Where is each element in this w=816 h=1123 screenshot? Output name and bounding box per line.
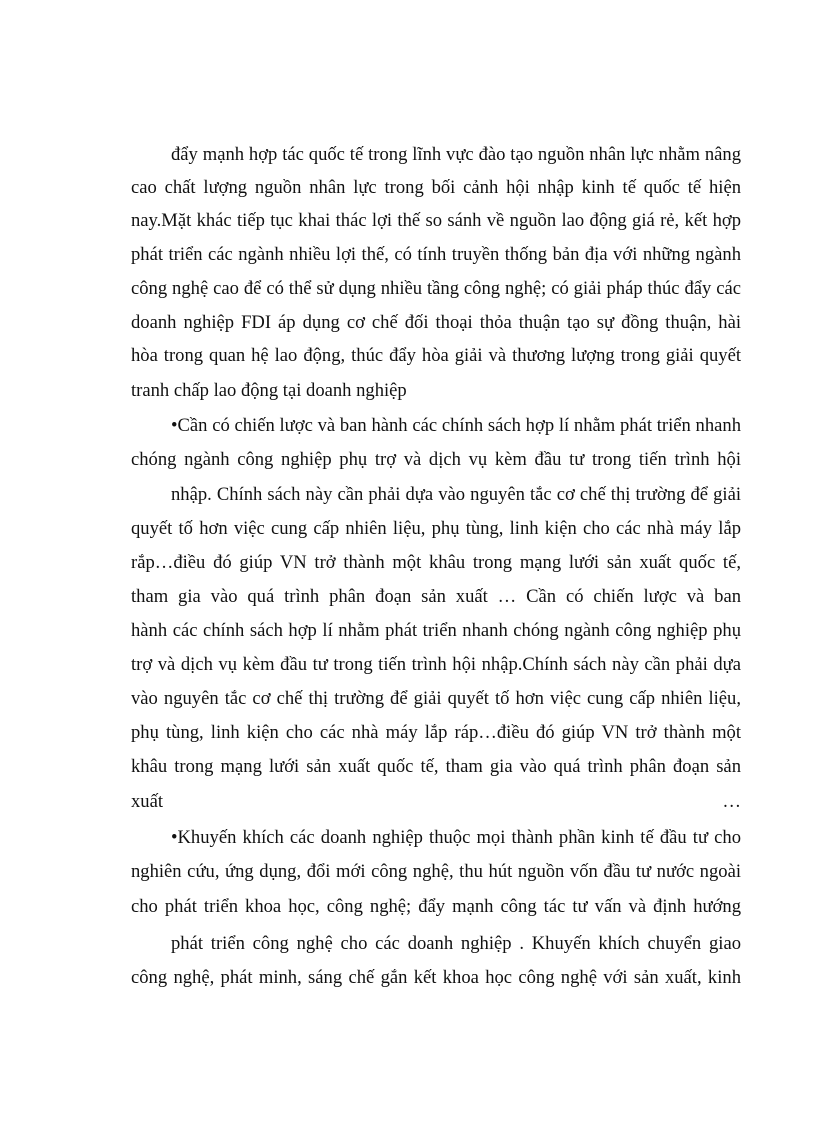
- paragraph-line: chóng ngành công nghiệp phụ trợ và dịch vụ kèm đầu tư trong tiến trình hội: [131, 449, 741, 470]
- paragraph-line: phát triển công nghệ cho các doanh nghiệp . Khuyến khích chuyển giao: [171, 933, 741, 954]
- paragraph-line: [131, 788, 741, 816]
- line-start-text: xuất: [131, 791, 164, 812]
- paragraph-line: cao chất lượng nguồn nhân lực trong bối cảnh hội nhập kinh tế quốc tế hiện: [131, 177, 741, 198]
- paragraph-line: công nghệ, phát minh, sáng chế gắn kết khoa học công nghệ với sản xuất, kinh: [131, 967, 741, 988]
- paragraph-line: hòa trong quan hệ lao động, thúc đẩy hòa giải và thương lượng trong giải quyết: [131, 345, 741, 366]
- paragraph-line: doanh nghiệp FDI áp dụng cơ chế đối thoại thỏa thuận tạo sự đồng thuận, hài: [131, 312, 741, 333]
- paragraph-line: nay.Mặt khác tiếp tục khai thác lợi thế so sánh về nguồn lao động giá rẻ, kết hợp: [131, 210, 741, 231]
- paragraph-line: công nghệ cao để có thể sử dụng nhiều tầng công nghệ; có giải pháp thúc đẩy các: [131, 278, 741, 299]
- bullet-line: •Khuyến khích các doanh nghiệp thuộc mọi thành phần kinh tế đầu tư cho: [171, 827, 741, 848]
- paragraph-line: khâu trong mạng lưới sản xuất quốc tế, tham gia vào quá trình phân đoạn sản: [131, 756, 741, 777]
- paragraph-line: đẩy mạnh hợp tác quốc tế trong lĩnh vực đào tạo nguồn nhân lực nhằm nâng: [171, 144, 741, 165]
- ellipsis-text: …: [722, 791, 741, 812]
- paragraph-line: phát triển các ngành nhiều lợi thế, có tính truyền thống bản địa với những ngành: [131, 244, 741, 265]
- paragraph-line: quyết tố hơn việc cung cấp nhiên liệu, phụ tùng, linh kiện cho các nhà máy lắp: [131, 518, 741, 539]
- bullet-line: •Cần có chiến lược và ban hành các chính sách hợp lí nhằm phát triển nhanh: [171, 415, 741, 436]
- paragraph-line: cho phát triển khoa học, công nghệ; đẩy mạnh công tác tư vấn và định hướng: [131, 896, 741, 917]
- paragraph-line: rắp…điều đó giúp VN trở thành một khâu trong mạng lưới sản xuất quốc tế,: [131, 552, 741, 573]
- paragraph-line: hành các chính sách hợp lí nhằm phát triển nhanh chóng ngành công nghiệp phụ: [131, 620, 741, 641]
- paragraph-line: tham gia vào quá trình phân đoạn sản xuất … Cần có chiến lược và ban: [131, 586, 741, 607]
- paragraph-line: nhập. Chính sách này cần phải dựa vào nguyên tắc cơ chế thị trường để giải: [171, 484, 741, 505]
- paragraph-line: phụ tùng, linh kiện cho các nhà máy lắp ráp…điều đó giúp VN trở thành một: [131, 722, 741, 743]
- paragraph-line: trợ và dịch vụ kèm đầu tư trong tiến trình hội nhập.Chính sách này cần phải dựa: [131, 654, 741, 675]
- paragraph-line: tranh chấp lao động tại doanh nghiệp: [131, 380, 407, 401]
- paragraph-line: vào nguyên tắc cơ chế thị trường để giải quyết tố hơn việc cung cấp nhiên liệu,: [131, 688, 741, 709]
- paragraph-line: nghiên cứu, ứng dụng, đổi mới công nghệ, thu hút nguồn vốn đầu tư nước ngoài: [131, 861, 741, 882]
